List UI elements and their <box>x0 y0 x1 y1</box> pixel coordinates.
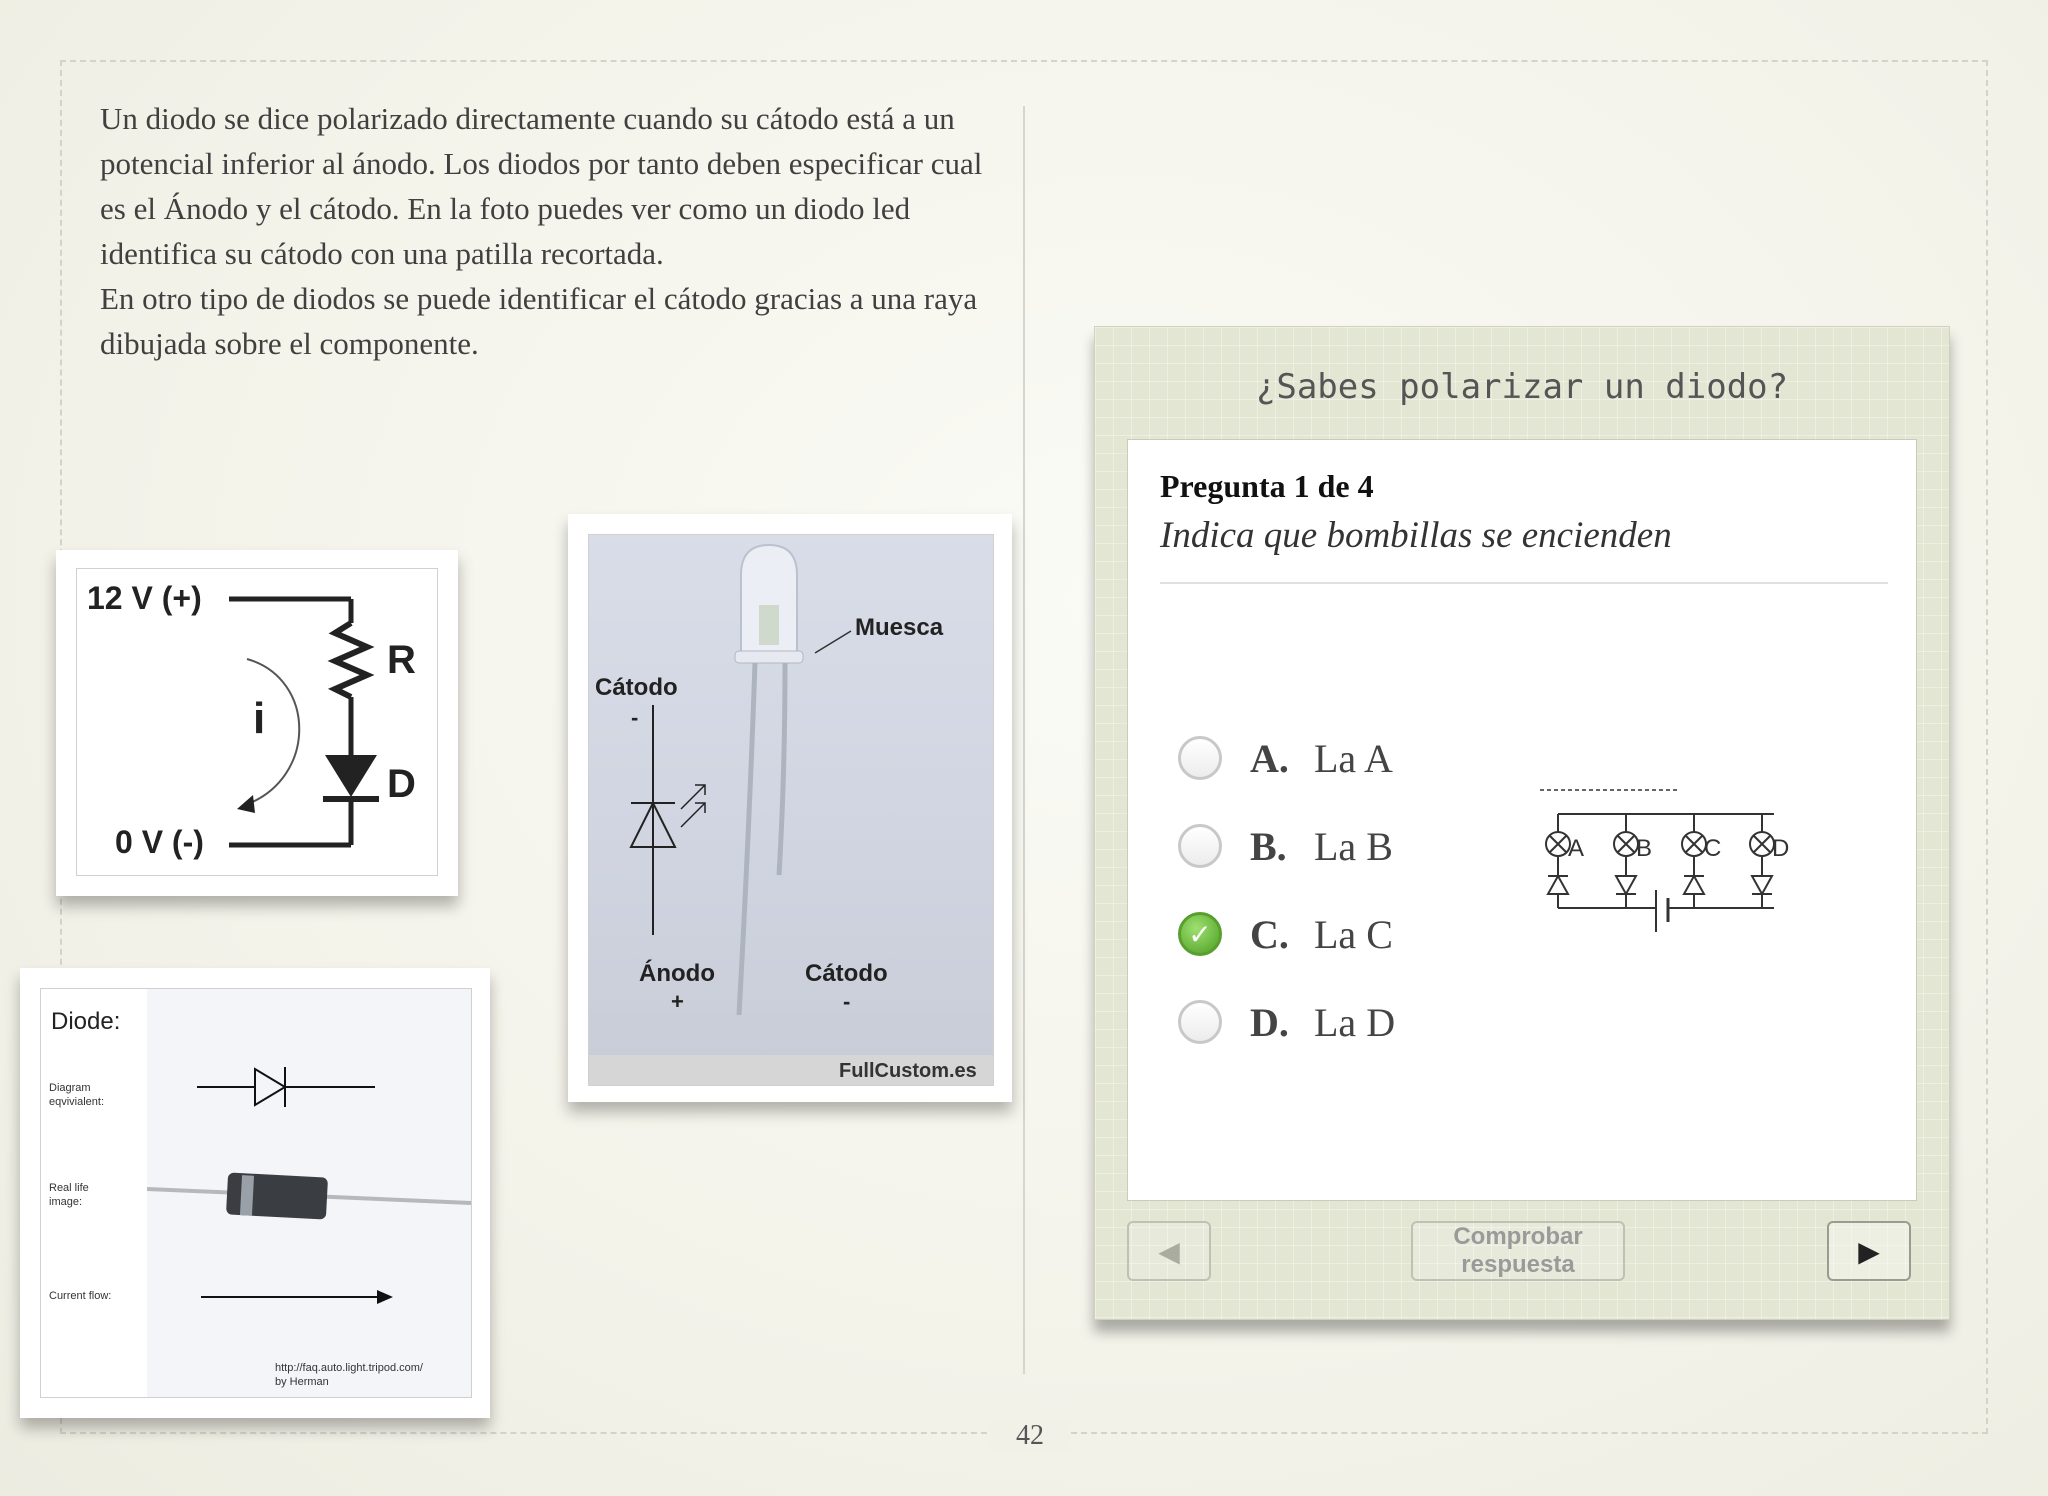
arrow-right-icon: ▶ <box>1858 1234 1880 1268</box>
option-letter: C. <box>1250 911 1289 957</box>
bulb-label: A <box>1568 835 1585 862</box>
bulb-a <box>1546 814 1584 908</box>
check-label-line1: Comprobar <box>1453 1223 1583 1250</box>
circuit-figure <box>56 550 458 896</box>
column-divider <box>1023 106 1025 1374</box>
radio-button[interactable] <box>1178 736 1222 780</box>
check-icon[interactable]: ✓ <box>1178 912 1222 956</box>
led-photo <box>589 535 993 1085</box>
check-answer-button[interactable] <box>1411 1221 1625 1281</box>
bulb-label: D <box>1772 835 1790 862</box>
option-letter: B. <box>1250 823 1287 869</box>
anode-sign: + <box>671 989 684 1014</box>
paragraph-1: Un diodo se dice polarizado directamente cuando su cátodo está a un potencial inferior al ánodo. Los diodos por tanto deben especificar cual es el Ánodo y el cátodo. En la foto puedes ver como un diodo led identifica su cátodo con una patilla recortada. <box>100 101 983 271</box>
diode-label: D <box>387 762 416 806</box>
credit-line1: http://faq.auto.light.tripod.com/ <box>275 1362 423 1374</box>
anode-label: Ánodo <box>639 960 715 987</box>
option-label: La B <box>1314 823 1393 869</box>
paragraph-2: En otro tipo de diodos se puede identificar el cátodo gracias a una raya dibujada sobre el componente. <box>100 281 978 361</box>
radio-button[interactable] <box>1178 824 1222 868</box>
quiz-title: ¿Sabes polarizar un diodo? <box>1255 367 1789 407</box>
bulb-label: B <box>1636 835 1653 862</box>
circuit-diagram <box>77 569 437 875</box>
page-number: 42 <box>990 1420 1070 1452</box>
option-letter: D. <box>1250 999 1289 1045</box>
cathode-label-right: Cátodo <box>805 960 888 987</box>
cathode-label-left: Cátodo <box>595 674 678 701</box>
option-letter: A. <box>1250 735 1289 781</box>
option-c[interactable] <box>1178 906 1393 962</box>
diode-symbol <box>325 755 377 797</box>
bulb-d <box>1750 814 1789 908</box>
voltage-top-label: 12 V (+) <box>87 580 202 616</box>
option-label: La D <box>1314 999 1396 1045</box>
diode-photo <box>41 989 471 1397</box>
credit-line2: by Herman <box>275 1376 329 1388</box>
option-label: La C <box>1314 911 1393 957</box>
watermark: FullCustom.es <box>839 1060 977 1082</box>
previous-button[interactable] <box>1127 1221 1211 1281</box>
question-card <box>1127 439 1917 1201</box>
question-divider <box>1160 582 1888 584</box>
bulb-b <box>1614 814 1652 908</box>
question-text: Indica que bombillas se encienden <box>1160 515 1672 556</box>
led-figure <box>568 514 1012 1102</box>
row1-line2: eqvivialent: <box>49 1096 105 1108</box>
option-label: La A <box>1314 735 1393 781</box>
row2-line1: Real life <box>49 1182 89 1194</box>
bulb-circuit-diagram <box>1528 782 1828 952</box>
notch-label: Muesca <box>855 614 944 641</box>
row1-line1: Diagram <box>49 1082 91 1094</box>
current-label: i <box>253 694 266 743</box>
voltage-bottom-label: 0 V (-) <box>115 824 204 860</box>
bulb-c <box>1682 814 1721 908</box>
arrow-left-icon: ◀ <box>1158 1234 1180 1268</box>
cathode-sign-right: - <box>843 989 851 1014</box>
quiz-widget <box>1094 326 1950 1320</box>
diode-figure <box>20 968 490 1418</box>
bulb-label: C <box>1704 835 1722 862</box>
cathode-sign-left: - <box>631 705 639 730</box>
current-flow-label: Current flow: <box>49 1290 112 1302</box>
radio-button[interactable] <box>1178 1000 1222 1044</box>
resistor-label: R <box>387 638 416 682</box>
option-d[interactable] <box>1178 994 1395 1050</box>
body-text <box>100 96 1000 366</box>
diode-title: Diode: <box>51 1008 121 1035</box>
check-label-line2: respuesta <box>1461 1251 1575 1278</box>
row2-line2: image: <box>49 1196 83 1208</box>
option-b[interactable] <box>1178 818 1393 874</box>
question-number: Pregunta 1 de 4 <box>1160 468 1374 504</box>
next-button[interactable] <box>1827 1221 1911 1281</box>
option-a[interactable] <box>1178 730 1393 786</box>
